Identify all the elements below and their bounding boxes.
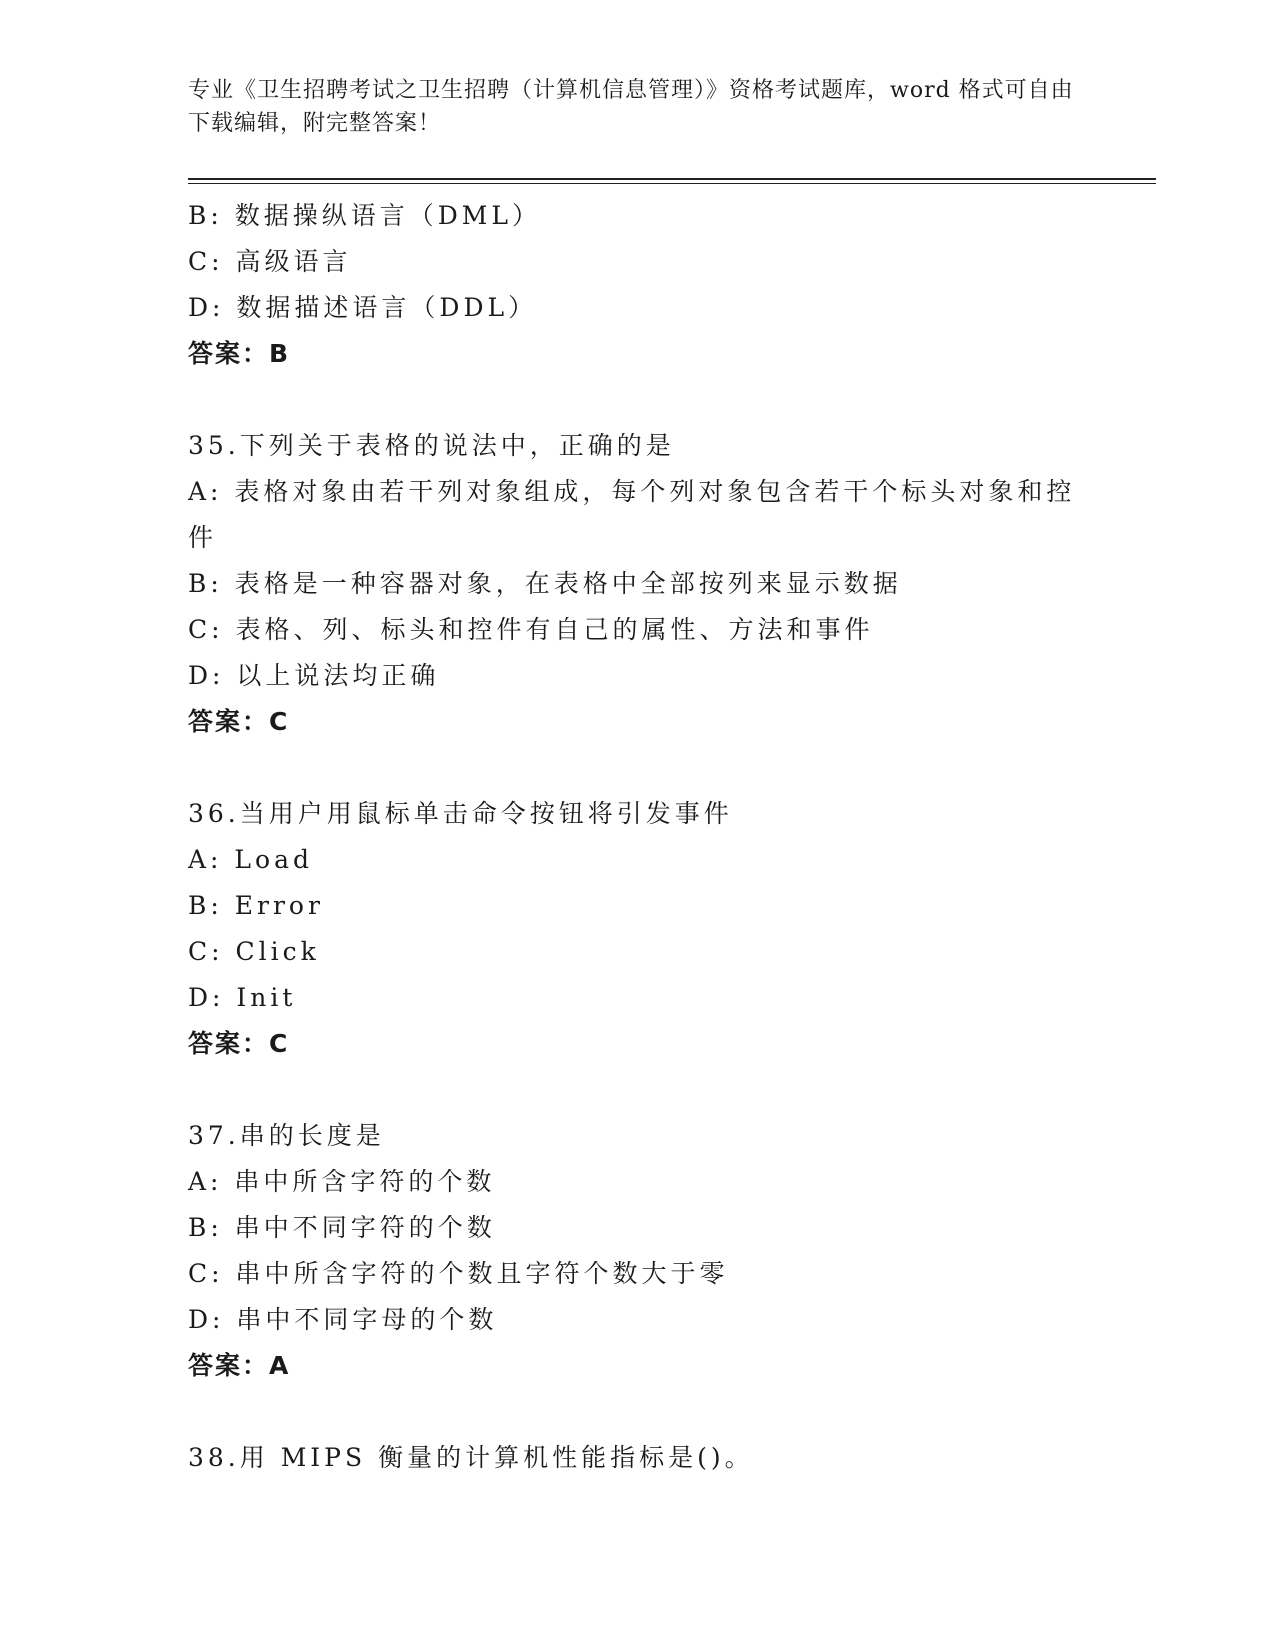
partial-question-block <box>188 193 1088 377</box>
document-header: 专业《卫生招聘考试之卫生招聘（计算机信息管理）》资格考试题库，word 格式可自由下载编辑，附完整答案！ <box>188 78 1074 136</box>
question-block-36 <box>188 791 1088 1067</box>
question-stem: 36.当用户用鼠标单击命令按钮将引发事件 <box>188 799 733 828</box>
option-d: D: 以上说法均正确 <box>188 661 440 690</box>
option-c: C: 高级语言 <box>188 247 352 276</box>
answer-line: 答案：C <box>188 707 290 736</box>
question-block-38 <box>188 1435 1088 1481</box>
option-b: B: Error <box>188 891 324 920</box>
answer-line: 答案：B <box>188 339 291 368</box>
answer-line: 答案：C <box>188 1029 290 1058</box>
spacer <box>188 377 1088 423</box>
header-divider-thick <box>188 178 1156 180</box>
option-c: C: 串中所含字符的个数且字符个数大于零 <box>188 1259 729 1288</box>
option-d: D: Init <box>188 983 297 1012</box>
spacer <box>188 745 1088 791</box>
header-divider-thin <box>188 183 1156 184</box>
option-b: B: 串中不同字符的个数 <box>188 1213 496 1242</box>
option-a: A: 串中所含字符的个数 <box>188 1167 496 1196</box>
question-stem: 38.用 MIPS 衡量的计算机性能指标是()。 <box>188 1443 754 1472</box>
option-a: A: Load <box>188 845 313 874</box>
option-a: A: 表格对象由若干列对象组成，每个列对象包含若干个标头对象和控件 <box>188 477 1076 552</box>
option-d: D: 数据描述语言（DDL） <box>188 293 538 322</box>
option-d: D: 串中不同字母的个数 <box>188 1305 498 1334</box>
question-stem: 37.串的长度是 <box>188 1121 385 1150</box>
option-b: B: 表格是一种容器对象，在表格中全部按列来显示数据 <box>188 569 902 598</box>
option-c: C: Click <box>188 937 320 966</box>
spacer <box>188 1389 1088 1435</box>
spacer <box>188 1067 1088 1113</box>
question-block-37 <box>188 1113 1088 1389</box>
question-block-35 <box>188 423 1088 745</box>
option-b: B: 数据操纵语言（DML） <box>188 201 541 230</box>
answer-line: 答案：A <box>188 1351 291 1380</box>
option-c: C: 表格、列、标头和控件有自己的属性、方法和事件 <box>188 615 874 644</box>
question-stem: 35.下列关于表格的说法中，正确的是 <box>188 431 675 460</box>
question-content <box>188 193 1088 1481</box>
